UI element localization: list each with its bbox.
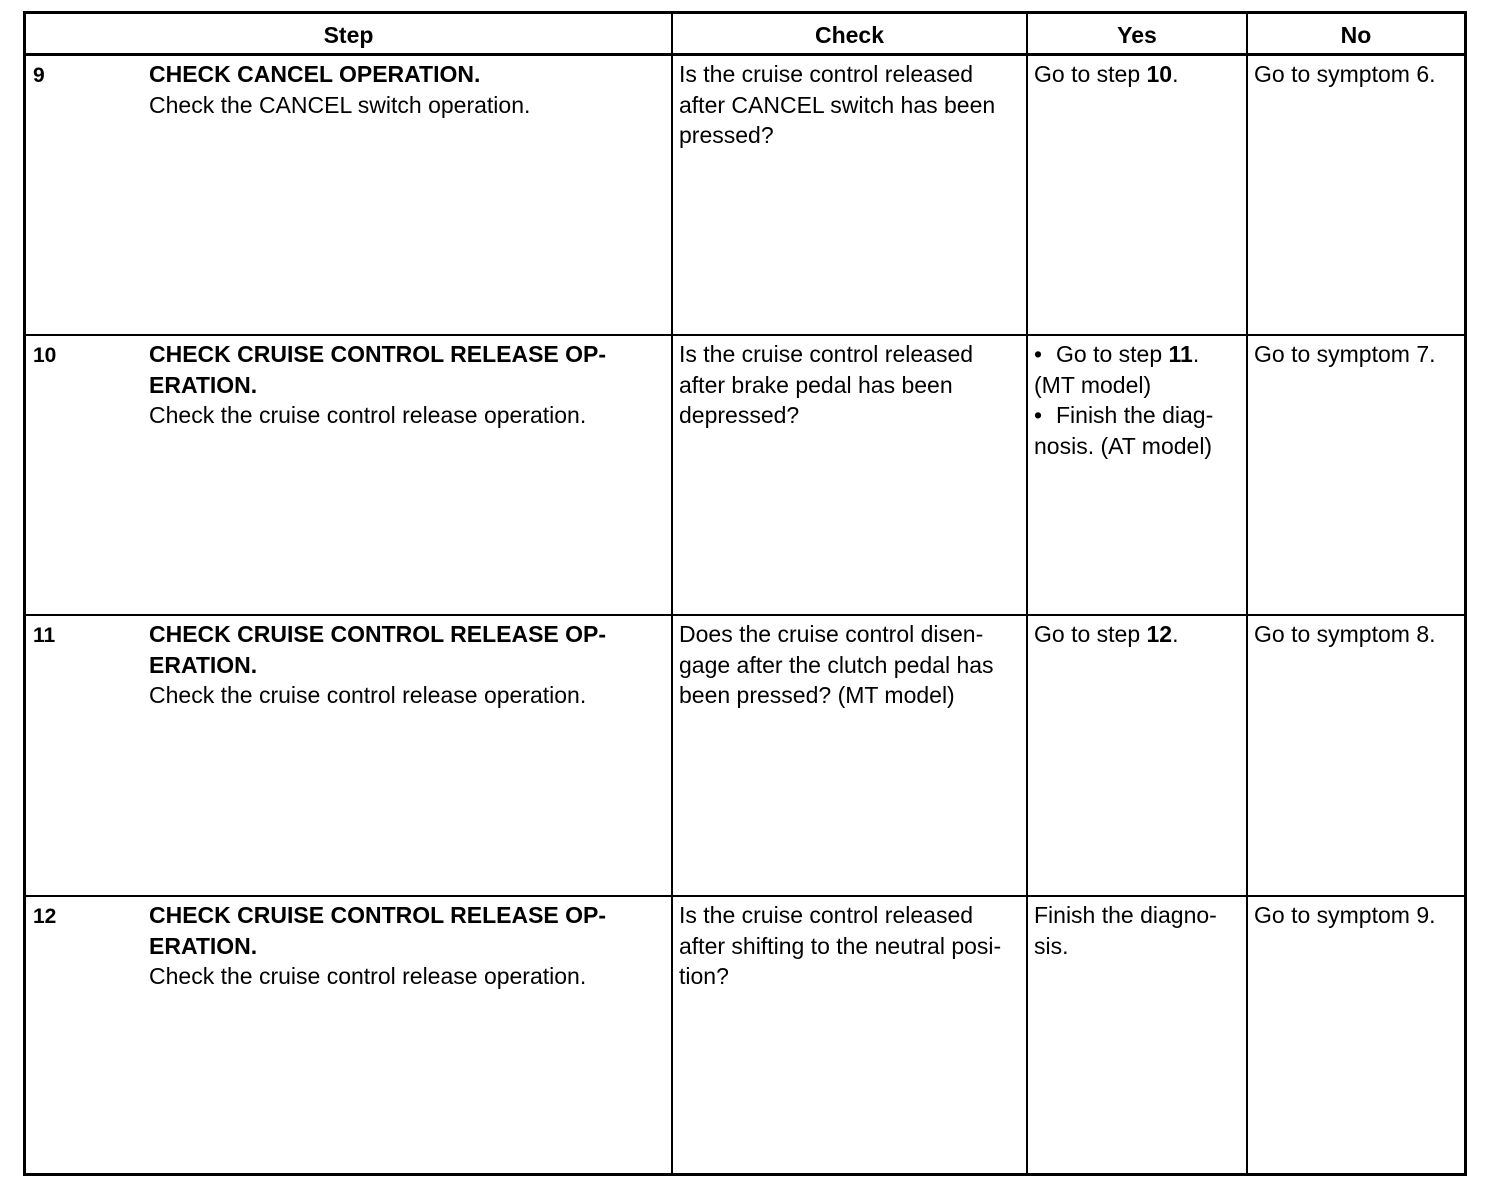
check-line: Is the cruise control released (679, 61, 974, 87)
check-line: after CANCEL switch has been (679, 91, 996, 118)
yes-step-ref: 10 (1146, 61, 1173, 87)
yes-text: Go to step (1034, 621, 1147, 647)
check-cell (671, 56, 1026, 334)
check-cell (671, 897, 1026, 1176)
bullet-icon: • (1034, 341, 1043, 367)
no-cell: Go to symptom 9. (1246, 897, 1464, 1176)
yes-cell (1026, 897, 1246, 1176)
step-title-cont: ERATION. (149, 932, 258, 959)
yes-line: Finish the diagno- (1034, 902, 1217, 928)
header-check: Check (671, 14, 1026, 53)
check-line: Is the cruise control released (679, 902, 974, 928)
header-no: No (1246, 14, 1464, 53)
yes-suffix: . (1192, 341, 1200, 367)
step-cell (26, 616, 671, 895)
step-title: CHECK CANCEL OPERATION. (149, 61, 481, 87)
check-line: gage after the clutch pedal has (679, 651, 994, 678)
table-row (26, 56, 1464, 336)
check-cell (671, 336, 1026, 614)
yes-bullet-item (1034, 339, 1240, 370)
no-cell: Go to symptom 8. (1246, 616, 1464, 895)
step-title: CHECK CRUISE CONTROL RELEASE OP- (149, 621, 607, 647)
header-yes: Yes (1026, 14, 1246, 53)
step-number: 10 (33, 344, 57, 367)
yes-cell (1026, 336, 1246, 614)
header-step: Step (323, 22, 374, 48)
check-line: after shifting to the neutral posi- (679, 932, 1002, 959)
check-cell (671, 616, 1026, 895)
step-description: Check the cruise control release operation. (149, 402, 587, 428)
yes-bullet-item (1034, 400, 1240, 431)
step-title-cont: ERATION. (149, 371, 258, 398)
step-cell (26, 56, 671, 334)
yes-step-ref: 12 (1146, 621, 1173, 647)
yes-bullet-note: (MT model) (1034, 371, 1152, 398)
step-number: 9 (33, 64, 45, 87)
yes-line: sis. (1034, 932, 1069, 959)
check-line: depressed? (679, 402, 800, 428)
yes-text: Finish the diag- (1056, 402, 1214, 428)
check-line: pressed? (679, 122, 774, 148)
step-description: Check the CANCEL switch operation. (149, 91, 531, 118)
no-cell: Go to symptom 6. (1246, 56, 1464, 334)
step-description: Check the cruise control release operation. (149, 963, 587, 989)
table-header (26, 14, 1464, 56)
check-line: after brake pedal has been (679, 371, 953, 398)
bullet-icon: • (1034, 402, 1043, 428)
table-row (26, 336, 1464, 616)
step-title: CHECK CRUISE CONTROL RELEASE OP- (149, 902, 607, 928)
step-description: Check the cruise control release operation. (149, 682, 587, 708)
yes-suffix: . (1172, 621, 1179, 647)
check-line: been pressed? (MT model) (679, 682, 955, 708)
step-title-cont: ERATION. (149, 651, 258, 678)
check-line: tion? (679, 963, 729, 989)
step-cell (26, 897, 671, 1176)
step-number: 12 (33, 905, 57, 928)
yes-text: Go to step (1034, 61, 1147, 87)
yes-suffix: . (1172, 61, 1179, 87)
yes-bullet-note: nosis. (AT model) (1034, 432, 1213, 459)
step-cell (26, 336, 671, 614)
check-line: Does the cruise control disen- (679, 621, 984, 647)
step-number: 11 (33, 624, 56, 647)
table-row (26, 897, 1464, 1176)
yes-cell (1026, 616, 1246, 895)
diagnosis-table (23, 11, 1467, 1176)
check-line: Is the cruise control released (679, 341, 974, 367)
no-cell: Go to symptom 7. (1246, 336, 1464, 614)
step-title: CHECK CRUISE CONTROL RELEASE OP- (149, 341, 607, 367)
yes-step-ref: 11 (1168, 341, 1193, 367)
yes-cell (1026, 56, 1246, 334)
table-row (26, 616, 1464, 897)
yes-text: Go to step (1056, 341, 1169, 367)
